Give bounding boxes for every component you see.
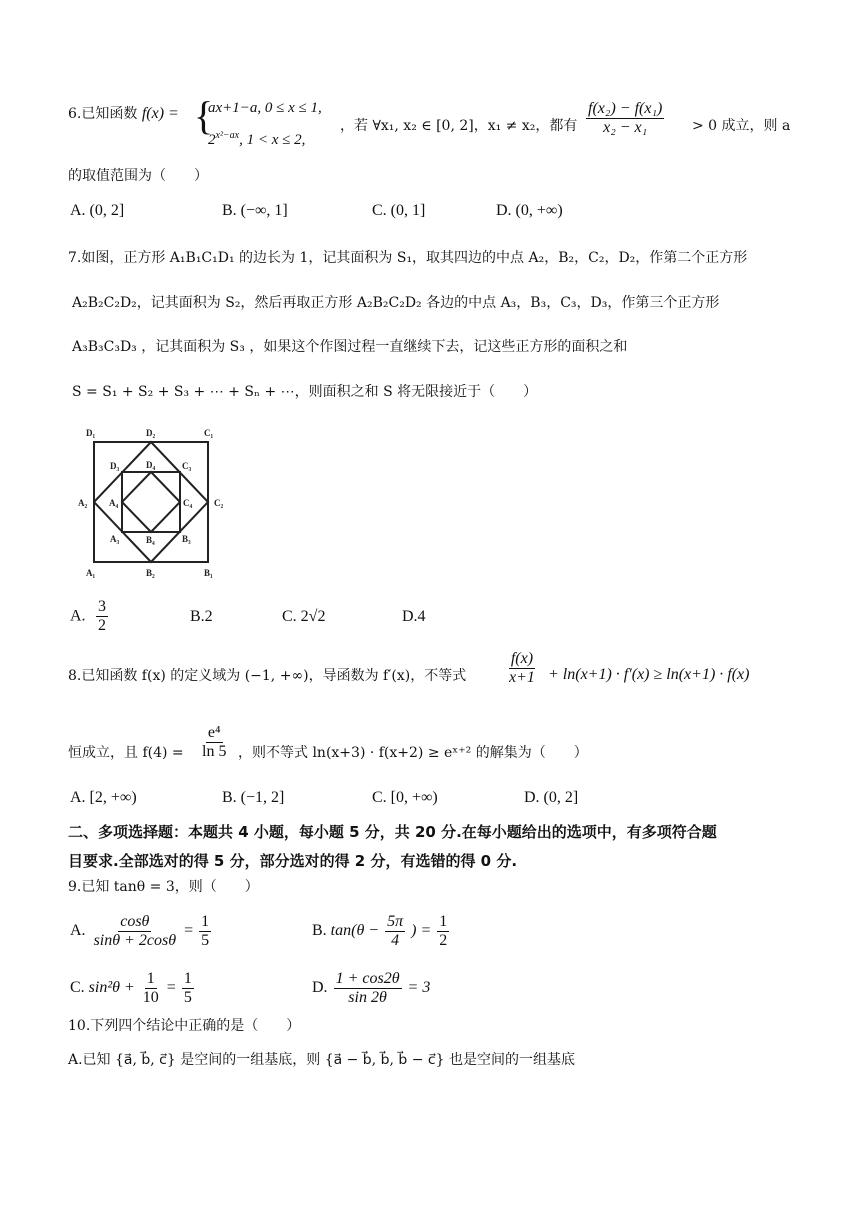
q8-e-fraction (198, 724, 230, 761)
q9-a-label: A. (70, 922, 86, 940)
label-c4: C₄ (183, 498, 193, 508)
q9-c-eq: = (166, 979, 176, 997)
q8-line2b: ，则不等式 ln(x+3) · f(x+2) ≥ eˣ⁺² 的解集为（ ） (238, 745, 588, 761)
q8-option-d[interactable]: D. (0, 2] (524, 789, 579, 806)
label-b3: B₃ (182, 534, 191, 544)
label-a4: A₄ (109, 498, 119, 508)
q9-d-den: sin 2θ (348, 989, 387, 1006)
q9-b-den: 4 (391, 932, 400, 949)
q9-d-post: = 3 (407, 979, 431, 997)
q9-option-a[interactable] (70, 913, 213, 950)
label-b2: B₂ (146, 568, 155, 578)
section2-line2: 目要求.全部选对的得 5 分，部分选对的得 2 分，有选错的得 0 分. (68, 852, 518, 870)
q6-piece2-base: 2 (208, 132, 216, 148)
q9-d-num: 1 + cos2θ (335, 970, 400, 987)
q10-stem: 10.下列四个结论中正确的是（ ） (68, 1018, 301, 1034)
q8-fraction (505, 650, 539, 687)
q9-c-den: 10 (142, 989, 159, 1006)
q7-option-d[interactable]: D.4 (402, 608, 426, 625)
q8-rest: + ln(x+1) · f′(x) ≥ ln(x+1) · f(x) (548, 666, 750, 683)
q8-lead: 8.已知函数 f(x) 的定义域为 (−1, +∞)，导函数为 f′(x)，不等式 (68, 668, 467, 684)
q9-c-label: C. (70, 979, 85, 997)
q10-option-a[interactable]: A.已知 {a⃗, b⃗, c⃗} 是空间的一组基底，则 {a⃗ − b⃗, b⃗, b⃗ − c⃗} 也是空间的一组基底 (68, 1052, 575, 1068)
q9-a-den: sinθ + 2cosθ (93, 932, 177, 949)
q9-stem: 9.已知 tanθ = 3，则（ ） (68, 879, 259, 895)
label-a3: A₃ (110, 534, 120, 544)
q9-a-rden: 5 (201, 932, 210, 949)
q6-stem (68, 104, 179, 124)
q8-frac-num: f(x) (510, 650, 534, 667)
label-a1: A₁ (86, 568, 96, 578)
q9-option-d[interactable] (312, 970, 430, 1007)
q7-option-b[interactable]: B.2 (190, 608, 213, 625)
q6-option-c[interactable]: C. (0, 1] (372, 202, 426, 219)
q6-cond: ，若 ∀x₁, x₂ ∈ [0, 2]，x₁ ≠ x₂，都有 (340, 118, 578, 134)
q6-piece2-rest: , 1 < x ≤ 2, (239, 132, 306, 148)
label-d2: D₂ (146, 428, 156, 438)
section2-line1: 二、多项选择题：本题共 4 小题，每小题 5 分，共 20 分.在每小题给出的选项中，有多项符合题 (68, 823, 717, 841)
q6-tail: > 0 成立，则 a (692, 118, 791, 134)
q9-c-rnum: 1 (183, 970, 192, 987)
q6-option-a[interactable]: A. (0, 2] (70, 202, 125, 219)
q6-line2: 的取值范围为（ ） (68, 168, 208, 184)
q8-e-den: ln 5 (202, 743, 227, 760)
q6-brace: { (194, 93, 214, 138)
q9-a-eq: = (184, 922, 194, 940)
q6-lead: 6.已知函数 (68, 106, 138, 122)
q6-frac-den: x₂ − x₁ (603, 119, 648, 136)
q6-option-b[interactable]: B. (−∞, 1] (222, 202, 288, 219)
q7-option-a[interactable] (70, 598, 110, 635)
q8-option-c[interactable]: C. [0, +∞) (372, 789, 438, 806)
q7-figure (76, 422, 236, 580)
square-3 (122, 472, 180, 532)
q7-option-c[interactable]: C. 2√2 (282, 608, 326, 625)
label-c2: C₂ (214, 498, 224, 508)
label-a2: A₂ (78, 498, 88, 508)
q9-b-rden: 2 (439, 932, 448, 949)
q8-line2a: 恒成立，且 f(4) = (68, 745, 184, 761)
q9-c-pre: sin²θ + (88, 979, 135, 997)
q9-option-b[interactable] (312, 913, 451, 950)
q7-line2: A₂B₂C₂D₂，记其面积为 S₂，然后再取正方形 A₂B₂C₂D₂ 各边的中点 A₃，B₃，C₃，D₃，作第三个正方形 (72, 295, 720, 311)
q7-option-a-den: 2 (98, 617, 107, 634)
label-b1: B₁ (204, 568, 213, 578)
label-d4: D₄ (146, 460, 156, 470)
square-4 (122, 472, 180, 532)
q6-piece2-exp: x²−ax (215, 130, 240, 141)
q7-line3: A₃B₃C₃D₃ ，记其面积为 S₃ ，如果这个作图过程一直继续下去，记这些正方形的面积之和 (72, 339, 628, 355)
label-b4: B₄ (146, 535, 155, 545)
q7-line1: 7.如图，正方形 A₁B₁C₁D₁ 的边长为 1，记其面积为 S₁，取其四边的中点 A₂，B₂，C₂，D₂，作第二个正方形 (68, 250, 748, 266)
q7-line4: S = S₁ + S₂ + S₃ + ⋯ + Sₙ + ⋯，则面积之和 S 将无限接近于（ ） (72, 384, 538, 400)
q9-d-label: D. (312, 979, 328, 997)
q8-e-num: e⁴ (207, 724, 221, 741)
q8-frac-den: x+1 (509, 669, 535, 686)
q7-option-a-num: 3 (98, 598, 107, 615)
q6-frac-num: f(x₂) − f(x₁) (588, 100, 663, 117)
q9-b-pre: tan(θ − (330, 922, 380, 940)
q9-b-label: B. (312, 922, 327, 940)
label-c1: C₁ (204, 428, 214, 438)
q7-option-a-label: A. (70, 607, 86, 625)
q9-b-rnum: 1 (439, 913, 448, 930)
q9-a-rnum: 1 (201, 913, 210, 930)
q9-b-post: ) = (411, 922, 432, 940)
label-d1: D₁ (86, 428, 96, 438)
q6-piece1: ax+1−a, 0 ≤ x ≤ 1, (208, 100, 322, 116)
q9-c-num: 1 (146, 970, 155, 987)
q9-option-c[interactable] (70, 970, 196, 1007)
q9-c-rden: 5 (183, 989, 192, 1006)
label-d3: D₃ (110, 461, 120, 471)
q6-piece2 (208, 130, 305, 149)
label-c3: C₃ (182, 461, 192, 471)
q9-a-num: cosθ (120, 913, 150, 930)
q8-option-b[interactable]: B. (−1, 2] (222, 789, 285, 806)
q6-option-d[interactable]: D. (0, +∞) (496, 202, 563, 219)
q6-fraction (584, 100, 666, 137)
q6-fx: f(x) = (141, 105, 179, 122)
q8-option-a[interactable]: A. [2, +∞) (70, 789, 137, 806)
q9-b-num: 5π (387, 913, 404, 930)
